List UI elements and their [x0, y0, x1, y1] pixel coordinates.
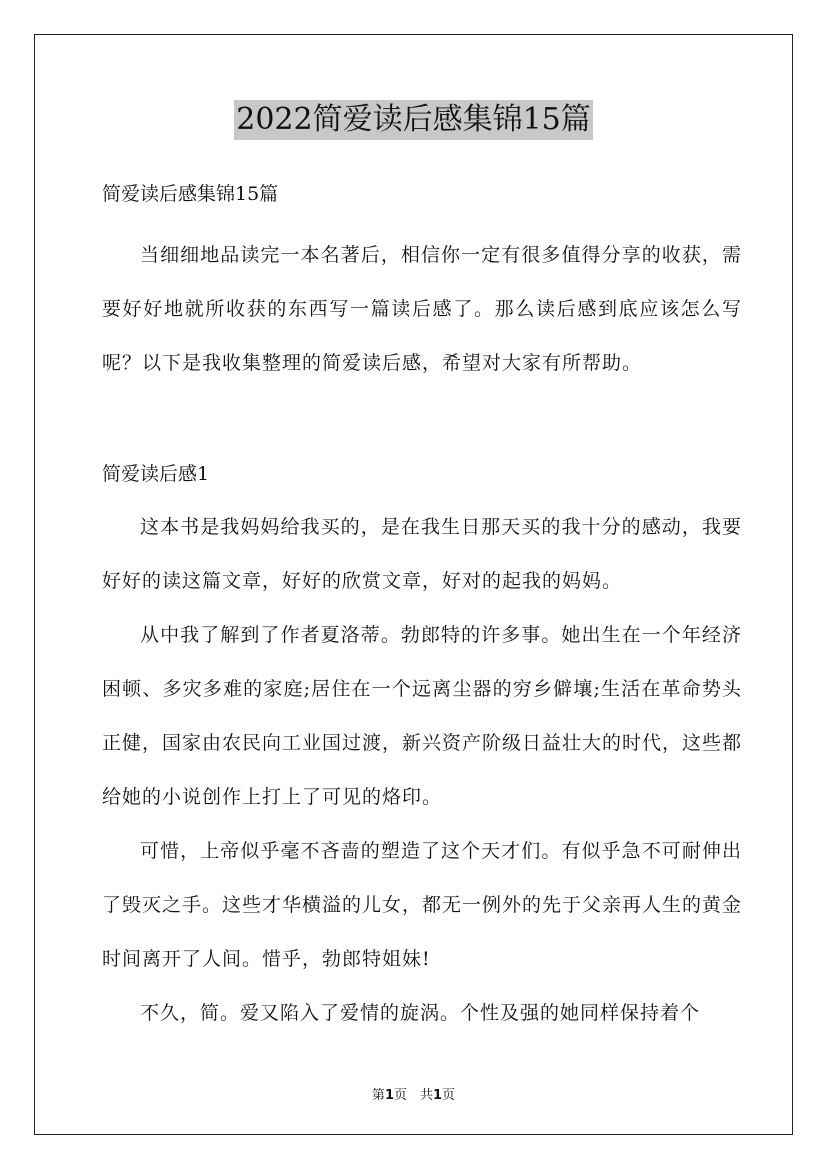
document-subtitle: 简爱读后感集锦15篇 [102, 183, 279, 205]
footer-suffix: 页 [442, 1088, 456, 1103]
footer-prefix: 第 [371, 1088, 385, 1103]
footer-page-number: 1 [384, 1088, 394, 1103]
body-paragraph-4: 不久，简。爱又陷入了爱情的旋涡。个性及强的她同样保持着个 [140, 1002, 701, 1024]
body-paragraph-3: 可惜，上帝似乎毫不吝啬的塑造了这个天才们。有似乎急不可耐伸出了毁灭之手。这些才华横溢的儿女，都无一例外的先于父亲再人生的黄金时间离开了人间。惜乎，勃郎特姐妹! [102, 840, 743, 970]
body-paragraph-1: 这本书是我妈妈给我买的，是在我生日那天买的我十分的感动，我要好好的读这篇文章，好好的欣赏文章，好对的起我的妈妈。 [102, 516, 742, 592]
footer-total-pages: 1 [433, 1088, 443, 1103]
document-title [0, 100, 827, 140]
intro-paragraph: 当细细地品读完一本名著后，相信你一定有很多值得分享的收获，需要好好地就所收获的东西写一篇读后感了。那么读后感到底应该怎么写呢？以下是我收集整理的简爱读后感，希望对大家有所帮助。 [102, 244, 742, 374]
section-heading: 简爱读后感1 [102, 463, 210, 485]
document-title-text: 2022简爱读后感集锦15篇 [234, 100, 593, 140]
page-footer [0, 1084, 827, 1103]
body-paragraph-2: 从中我了解到了作者夏洛蒂。勃郎特的许多事。她出生在一个年经济困顿、多灾多难的家庭;居住在一个远离尘器的穷乡僻壤;生活在革命势头正健，国家由农民向工业国过渡，新兴资产阶级日益壮大的时代，这些都给她的小说创作上打上了可见的烙印。 [102, 624, 743, 808]
footer-mid: 页 共 [393, 1088, 433, 1103]
document-body [102, 174, 742, 1040]
